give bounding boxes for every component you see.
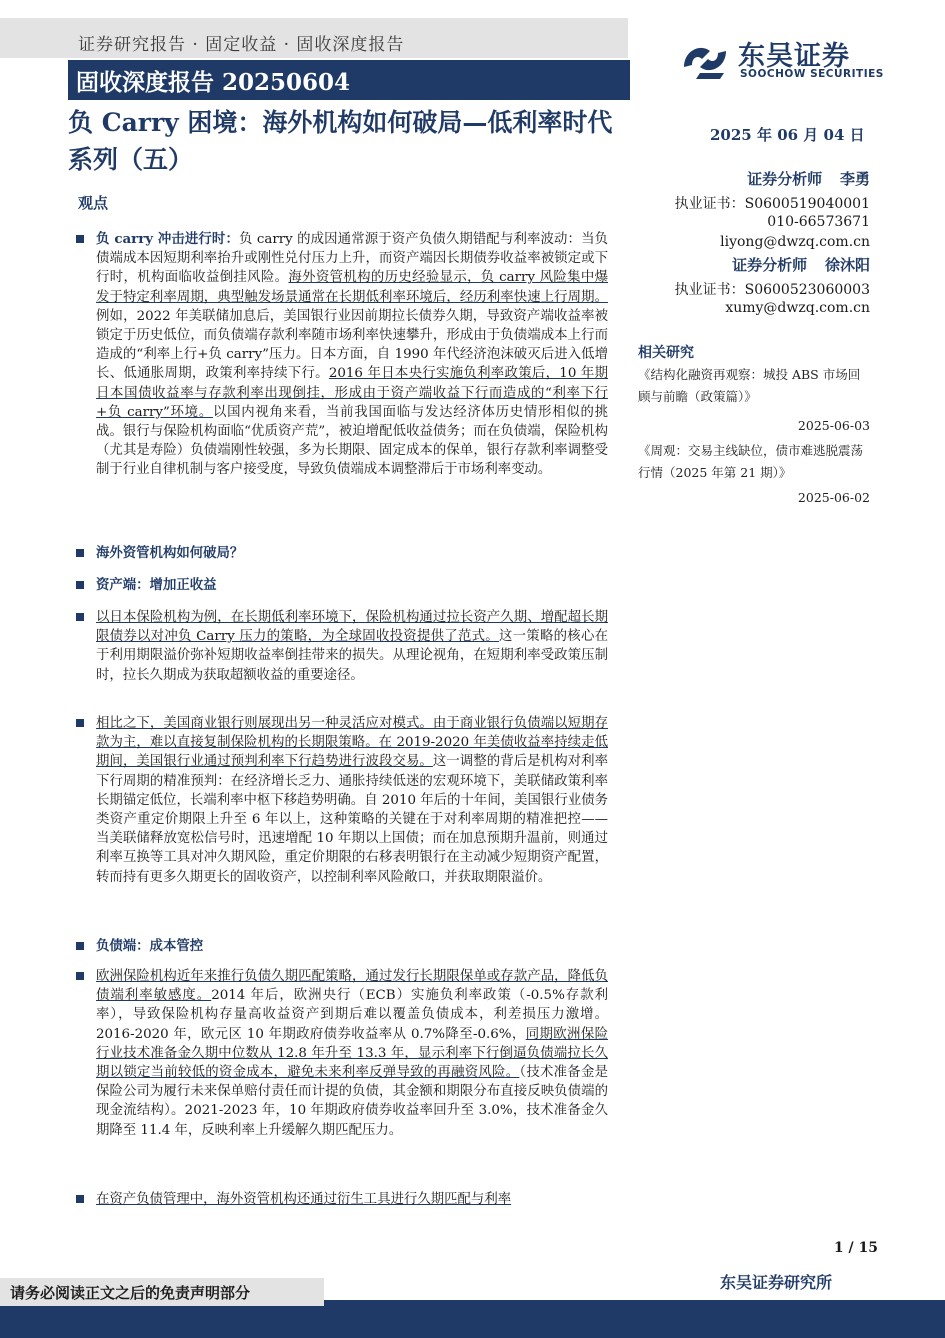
bullet-marker-icon [76, 549, 84, 557]
bullet-marker-icon [76, 613, 84, 621]
report-title: 负 Carry 困境：海外机构如何破局—低利率时代系列（五） [68, 108, 613, 174]
analyst-2-role-name: 证券分析师 徐沐阳 [732, 256, 870, 274]
sentence: 例如，2022 年美联储加息后，美国银行业因前期拉长债券久期，导致资产端收益率被锁定于历史低位，而负债端存款利率随市场利率快速攀升，形成由于负债端成本上行而造成的“利率上行+负 carry”压力。日本方面，自 1990 年代经济泡沫破灭后进入低增长、低通胀周期，政策利率持续下行。 [96, 308, 608, 382]
report-date: 2025 年 06 月 04 日 [710, 126, 865, 144]
footer-disclaimer-note[interactable]: 请务必阅读正文之后的免责声明部分 [10, 1284, 251, 1302]
bullet-marker-icon [76, 719, 84, 727]
bullet-text [96, 967, 608, 1140]
bullet-2 [76, 544, 608, 563]
analyst-1-cert: 执业证书：S0600519040001 [674, 196, 870, 212]
analyst-2-email[interactable]: xumy@dwzq.com.cn [725, 300, 870, 316]
sentence: 2014 年后，欧洲央行（ECB）实施负利率政策（-0.5%存款利率），导致保险机构存量高收益资产到期后难以覆盖负债成本，利差损压力激增。2016-2020 年，欧元区 10 年期政府债券收益率从 0.7%降至-0.6%， [96, 988, 608, 1042]
bullet-marker-icon [76, 1195, 84, 1203]
bullet-marker-icon [76, 235, 84, 243]
highlighted-sentence: 相比之下，美国商业银行则展现出另一种灵活应对模式。由于商业银行负债端以短期存款为主，难以直接复制保险机构的长期限策略。 [96, 716, 608, 751]
report-label: 固收深度报告 20250604 [76, 69, 351, 96]
bullet-heading: 海外资管机构如何破局？ [96, 545, 244, 561]
sentence: （技术准备金是保险公司为履行未来保单赔付责任而计提的负债，其金额和期限分布直接反映负债端的现金流结构）。2021-2023 年，10 年期政府债券收益率回升至 3.0%，技术准备金久期降至 11.4 年，反映利率上升缓解久期匹配压力。 [96, 1065, 608, 1138]
bullet-text [96, 937, 608, 956]
highlighted-sentence: 海外资管机构的历史经验显示，负 carry 风险集中爆发于特定利率周期，典型触发场景通常在长期低利率环境后，经历利率快速上行周期。 [96, 270, 608, 305]
page-number: 1 / 15 [833, 1240, 878, 1256]
highlighted-sentence: 在 2019-2020 年美债收益率持续走低期间，美国银行业通过预判利率下行趋势进行波段交易。 [96, 735, 608, 770]
bullet-8 [76, 1190, 608, 1209]
related-item-2[interactable]: 《周观：交易主线缺位，债市难逃脱震荡行情（2025 年第 21 期）》 [638, 443, 864, 480]
soochow-logo-icon [680, 37, 730, 81]
related-research-title: 相关研究 [638, 345, 694, 361]
highlighted-sentence: 同期欧洲保险行业技术准备金久期中位数从 12.8 年升至 13.3 年，显示利率下行倒逼负债端拉长久期以锁定当前较低的资金成本，避免未来利率反弹导致的再融资风险。 [96, 1026, 608, 1081]
analyst-1-phone: 010-66573671 [767, 214, 870, 230]
bullet-text [96, 230, 608, 480]
bullet-6 [76, 937, 608, 956]
bullet-text [96, 714, 608, 887]
bullet-marker-icon [76, 972, 84, 980]
sentence: 负 carry 的成因通常源于资产负债久期错配与利率波动：当负债端成本因短期利率抬升或刚性兑付压力上升，而资产端因长期债券收益率被锁定或下行时，机构面临收益倒挂风险。 [96, 232, 608, 286]
sentence: 以国内视角来看，当前我国面临与发达经济体历史情形相似的挑战。银行与保险机构面临“优质资产荒”，被迫增配低收益债务；而在负债端，保险机构（尤其是寿险）负债端刚性较强，多为长期限、固定成本的保单，银行存款利率调整受制于行业自律机制与客户接受度，导致负债端成本调整滞后于市场利率变动。 [96, 404, 609, 478]
bullet-heading: 负债端：成本管控 [96, 938, 204, 954]
related-item-1[interactable]: 《结构化融资再观察：城投 ABS 市场回顾与前瞻（政策篇）》 [638, 367, 861, 404]
footer-institute: 东吴证券研究所 [720, 1273, 833, 1292]
bullet-heading: 负 carry 冲击进行时： [96, 231, 239, 247]
bullet-3 [76, 576, 608, 595]
bullet-text [96, 608, 608, 685]
related-item-1-date: 2025-06-03 [797, 418, 870, 433]
bullet-marker-icon [76, 942, 84, 950]
bullet-text [96, 576, 608, 595]
highlighted-sentence: 欧洲保险机构近年来推行负债久期匹配策略，通过发行长期限保单或存款产品，降低负债端利率敏感度。 [96, 969, 608, 1004]
header-category: 证券研究报告 · 固定收益 · 固收深度报告 [78, 35, 405, 55]
analyst-2-cert: 执业证书：S0600523060003 [674, 282, 870, 298]
bullet-7 [76, 967, 608, 1140]
sentence: 这一策略的核心在于利用期限溢价弥补短期收益率倒挂带来的损失。从理论视角，在短期利率受政策压制时，拉长久期成为获取超额收益的重要途径。 [96, 629, 608, 683]
analyst-1-email[interactable]: liyong@dwzq.com.cn [720, 234, 870, 250]
analyst-1-role-name: 证券分析师 李勇 [747, 170, 870, 188]
sentence: 这一调整的背后是机构对利率下行周期的精准预判：在经济增长乏力、通胀持续低迷的宏观环境下，美联储政策利率长期锚定低位，长端利率中枢下移趋势明确。自 2010 年后的十年间，美国银行业债务类资产重定价期限上升至 6 年以上，这种策略的关键在于对利率周期的精准把控——当美联储释放宽松信号时，迅速增配 10 年期以上国债；而在加息预期升温前，则通过利率互换等工具对冲久期风险，重定价期限的右移表明银行在主动减少短期资产配置，转而持有更多久期更长的固收资产，以控制利率风险敞口，并获取期限溢价。 [96, 754, 609, 885]
bullet-1 [76, 230, 608, 480]
highlighted-sentence: 2016 年日本央行实施负利率政策后，10 年期日本国债收益率与存款利率出现倒挂，形成由于资产端收益下行而造成的“利率下行+负 carry”环境。 [96, 366, 608, 420]
bullet-4 [76, 608, 608, 685]
highlighted-sentence: 以日本保险机构为例，在长期低利率环境下，保险机构通过拉长资产久期、增配超长期限债券以对冲负 Carry 压力的策略，为全球固收投资提供了范式。 [96, 610, 608, 645]
bullet-marker-icon [76, 581, 84, 589]
bullet-heading: 资产端：增加正收益 [96, 577, 217, 593]
bullet-text [96, 1190, 608, 1209]
bullet-text [96, 544, 608, 563]
logo-en-text: SOOCHOW SECURITIES [740, 68, 884, 80]
related-item-2-date: 2025-06-02 [797, 490, 870, 505]
highlighted-sentence: 在资产负债管理中，海外资管机构还通过衍生工具进行久期匹配与利率 [96, 1192, 512, 1207]
bullet-5 [76, 714, 608, 887]
section-label: 观点 [78, 194, 109, 212]
logo-cn-text: 东吴证券 [738, 41, 850, 72]
